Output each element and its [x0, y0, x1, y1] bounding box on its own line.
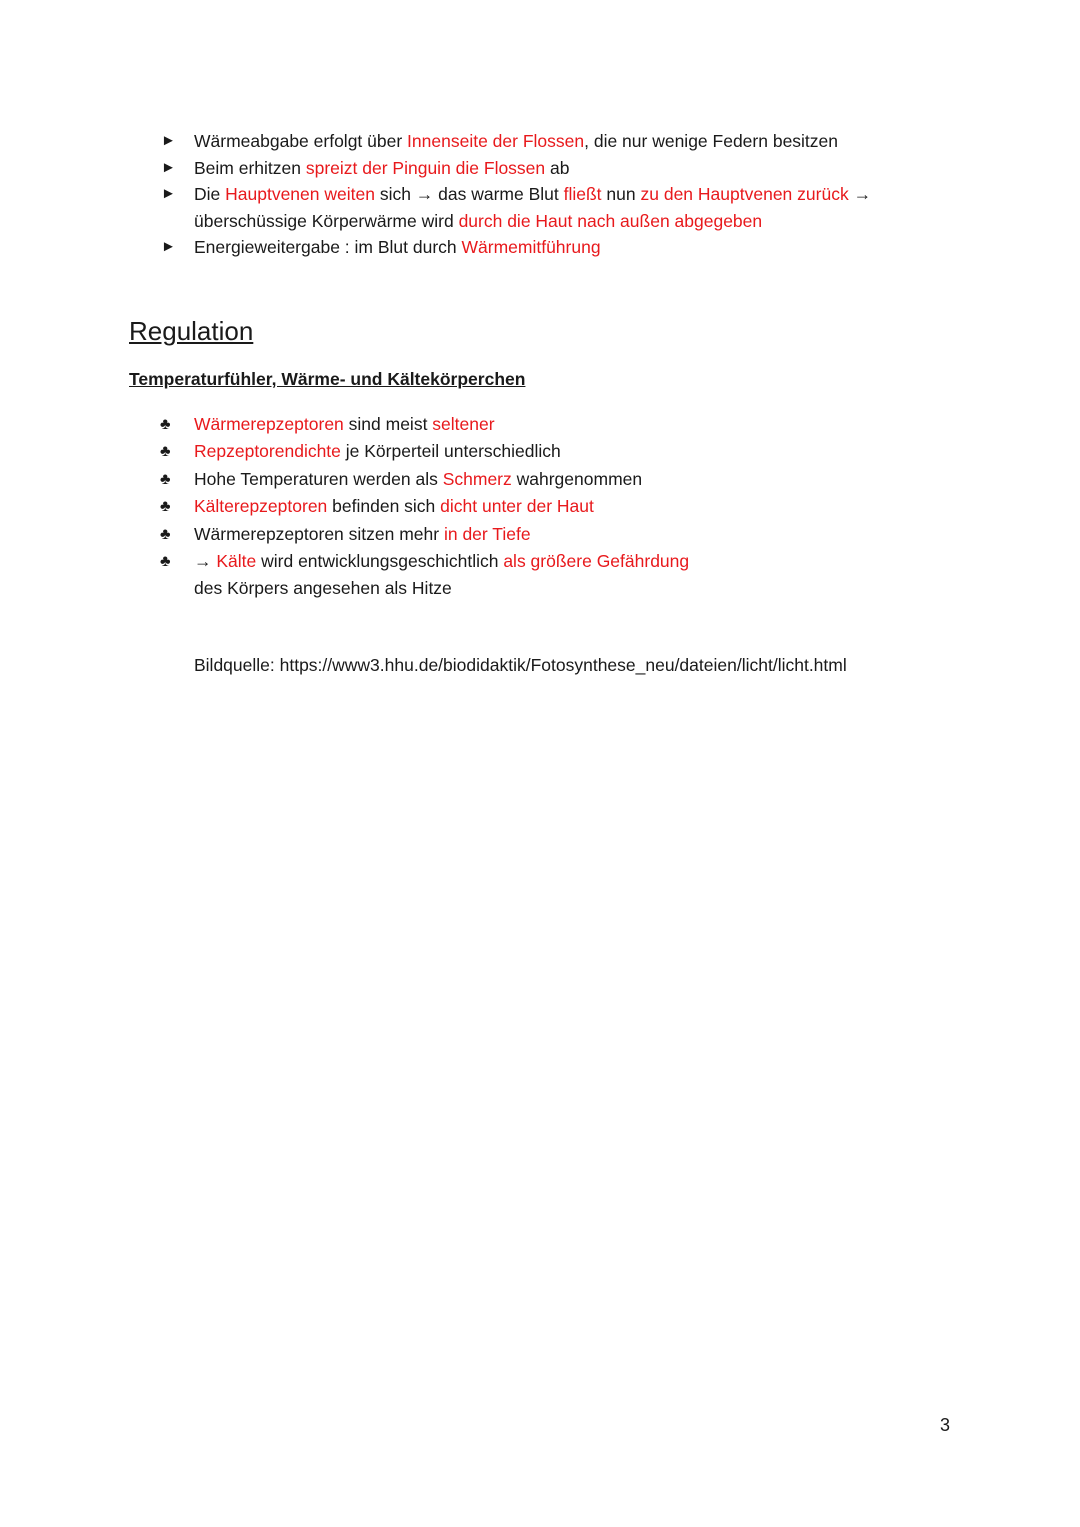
- highlight-segment: Schmerz: [442, 468, 512, 489]
- club-bullet-icon: ♣: [160, 553, 171, 571]
- highlight-segment: Innenseite der Flossen: [407, 131, 585, 151]
- list-item: [0, 548, 689, 603]
- heat-release-list: [0, 128, 871, 261]
- triangle-bullet-icon: ►: [161, 185, 176, 202]
- club-bullet-icon: ♣: [160, 470, 171, 488]
- segment: des Körpers angesehen als Hitze: [194, 578, 452, 599]
- list-item: [0, 411, 689, 438]
- segment: Wärmerepzeptoren sitzen mehr: [194, 523, 444, 544]
- highlight-segment: Hauptvenen weiten: [225, 184, 375, 204]
- highlight-segment: Wärmemitführung: [461, 237, 601, 257]
- segment: →: [848, 184, 872, 204]
- club-bullet-icon: ♣: [160, 498, 171, 516]
- list-item: [0, 438, 689, 465]
- club-bullet-icon: ♣: [160, 443, 171, 461]
- section-subheading: Temperaturfühler, Wärme- und Kältekörperchen: [129, 369, 526, 389]
- highlight-segment: spreizt der Pinguin die Flossen: [305, 157, 546, 178]
- highlight-segment: zu den Hauptvenen zurück: [640, 184, 849, 204]
- highlight-segment: durch die Haut nach außen abgegeben: [458, 210, 763, 231]
- segment: wahrgenommen: [511, 468, 643, 489]
- club-bullet-icon: ♣: [160, 525, 171, 543]
- segment: sich → das warme Blut: [374, 184, 564, 204]
- segment: nun: [601, 184, 641, 204]
- list-item: [0, 493, 689, 520]
- regulation-list: [0, 411, 689, 603]
- highlight-segment: Repzeptorendichte: [194, 441, 341, 462]
- highlight-segment: Kälterepzeptoren: [194, 496, 328, 517]
- page-number: 3: [940, 1415, 951, 1435]
- list-item: [0, 234, 871, 261]
- highlight-segment: in der Tiefe: [443, 523, 531, 544]
- section-heading: Regulation: [129, 316, 254, 346]
- list-item: [0, 521, 689, 548]
- highlight-segment: Kälte: [216, 551, 257, 572]
- list-item: [0, 181, 871, 234]
- triangle-bullet-icon: ►: [161, 158, 176, 176]
- triangle-bullet-icon: ►: [161, 132, 176, 149]
- segment: wird entwicklungsgeschichtlich: [256, 551, 504, 572]
- segment: ab: [545, 157, 570, 178]
- segment: überschüssige Körperwärme wird: [194, 210, 459, 231]
- segment: →: [194, 551, 217, 572]
- segment: Hohe Temperaturen werden als: [194, 468, 443, 489]
- segment: Energieweitergabe : im Blut durch: [194, 237, 462, 257]
- highlight-segment: fließt: [563, 184, 602, 204]
- segment: je Körperteil unterschiedlich: [340, 441, 561, 462]
- list-item: [0, 155, 871, 182]
- segment: Die: [194, 184, 226, 204]
- segment: Wärmeabgabe erfolgt über: [194, 131, 408, 151]
- segment: , die nur wenige Federn besitzen: [584, 131, 839, 151]
- club-bullet-icon: ♣: [160, 416, 171, 433]
- list-item: [0, 128, 871, 155]
- segment: Beim erhitzen: [194, 157, 306, 178]
- image-source: Bildquelle: https://www3.hhu.de/biodidaktik/Fotosynthese_neu/dateien/licht/licht.html: [194, 655, 847, 675]
- segment: sind meist: [343, 414, 433, 434]
- highlight-segment: dicht unter der Haut: [440, 496, 594, 517]
- list-item: [0, 466, 689, 493]
- segment: befinden sich: [327, 496, 441, 517]
- highlight-segment: als größere Gefährdung: [503, 551, 690, 572]
- triangle-bullet-icon: ►: [161, 238, 176, 255]
- highlight-segment: Wärmerepzeptoren: [194, 414, 344, 434]
- highlight-segment: seltener: [432, 414, 495, 434]
